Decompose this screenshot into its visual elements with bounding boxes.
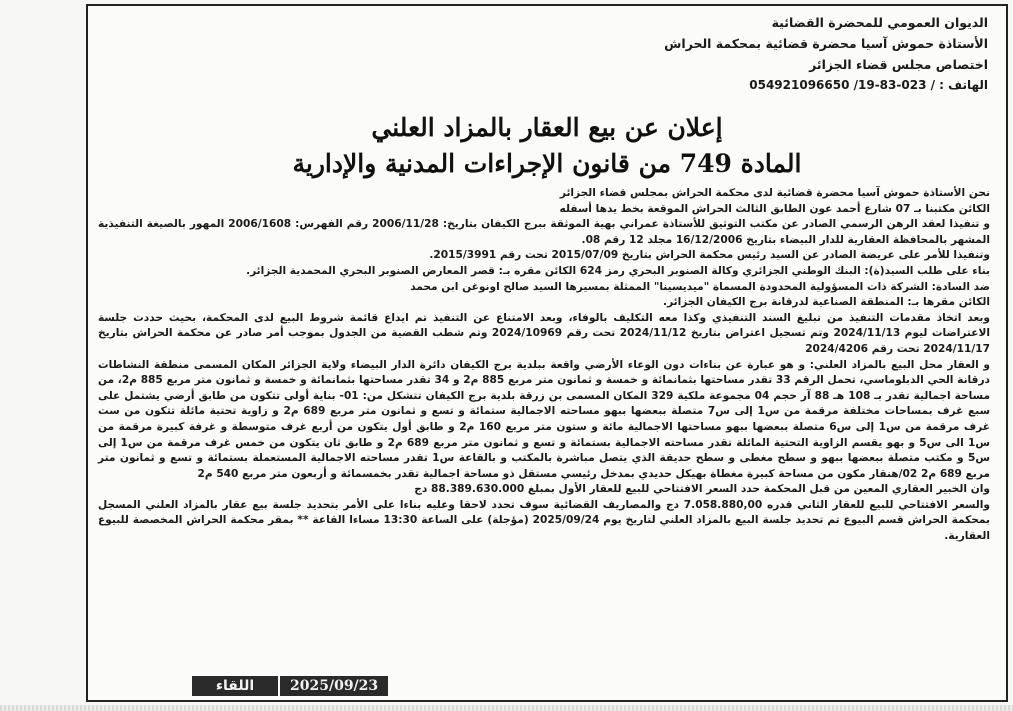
- paragraph: و تنفيذا لعقد الرهن الرسمي الصادر عن مكتب التوثيق للأستاذة عمراني بهية الموثقة ببرج الكيفان بتاريخ: 2006/11/28 رقم الفهرس: 2006/1608 المهور بالصيغة التنفيذية المشهر بالمحافظة العقارية للدار البيضاء بتاريخ 16/12/2006 مجلد 12 رقم 08.: [98, 218, 990, 246]
- phone-numbers: 054921096650 /19-83-023: [749, 78, 927, 92]
- newspaper-logo: اللقاء: [192, 676, 278, 696]
- phone-line: [468, 75, 988, 96]
- paragraph: ضد السادة: الشركة ذات المسؤولية المحدودة المسماة "ميديسينا" الممثلة بمسيرها السيد صالح اونوغن ابن محمد: [410, 280, 990, 293]
- jurisdiction: اختصاص مجلس قضاء الجزائر: [809, 57, 988, 72]
- title-line-1: إعلان عن بيع العقار بالمزاد العلني: [371, 113, 723, 142]
- office-name: الديوان العمومي للمحضرة القضائية: [771, 15, 988, 30]
- publication-date: 2025/09/23: [280, 676, 388, 696]
- notice-title: [88, 110, 1006, 182]
- notice-body: [98, 186, 990, 545]
- paragraph: الكائن مكتبنا بـ 07 شارع أحمد عون الطابق الثالث الحراش الموقعة بخط يدها أسفله: [559, 202, 990, 215]
- phone-label: الهاتف : /: [930, 78, 988, 92]
- notice-frame: [86, 4, 1008, 702]
- paragraph: الكائن مقرها بـ: المنطقة الصناعية لدرقانة برج الكيفان الجزائر.: [663, 296, 990, 309]
- bailiff-name: الأستاذة حموش آسيا محضرة قضائية بمحكمة الحراش: [664, 36, 988, 51]
- title-line-2: المادة 749 من قانون الإجراءات المدنية والإدارية: [292, 149, 802, 178]
- paragraph: وان الخبير العقاري المعين من قبل المحكمة حدد السعر الافتتاحي للبيع للعقار الأول بمبلغ 88.389.630.000 دج: [414, 483, 990, 496]
- paragraph: وبعد اتخاذ مقدمات التنفيذ من تبليغ السند التنفيذي وكذا معه التكليف بالوفاء، وبعد الامتناع عن التنفيذ تم ايداع قائمة شروط البيع لدى المحكمة، بحيث حددت جلسة الاعتراضات ليوم 2024/11/13 وتم تسجيل اعتراض بتاريخ 2024/11/12 تحت رقم 2024/10969 وتم شطب القضية من الجدول بموجب أمر صادر عن محكمة الحراش بتاريخ 2024/11/17 تحت رقم 2024/4206: [98, 311, 991, 355]
- paragraph: نحن الأستاذة حموش آسيا محضرة قضائية لدى محكمة الحراش بمجلس قضاء الجزائر: [559, 187, 990, 199]
- bailiff-header: [468, 12, 988, 96]
- paragraph: وتنفيذا للأمر على عريضة الصادر عن السيد رئيس محكمة الحراش بتاريخ 2015/07/09 تحت رقم 2015/3991.: [429, 249, 990, 262]
- paragraph: و العقار محل البيع بالمزاد العلني: و هو عبارة عن بناءات دون الوعاء الأرضي واقعة ببلدية برج الكيفان دائرة الدار البيضاء ولاية الجزائر المكان المسمى منطقة النشاطات درقانة الحي الدبلوماسي، تحمل الرقم 33 تقدر مساحتها بثمانمائة و خمسة و ثمانون متر مربع 885 م2 و 34 تقدر مساحتها بثمانمائة و خمسة و ثمانون متر مربع 885 م2، من مساحة اجمالية تقدر بـ 108 هـ 88 آر حجم 04 مجموعة ملكية 329 المكان المسمى بن زرقة بلدية برج الكيفان تتشكل من: 01- بناية أولى تتكون من طابق أرضي يشتمل على سبع غرف بمساحات مختلفة مرقمة من س1 إلى س7 متصلة ببعضها ببهو مساحته الاجمالية ستمائة و تسع و ثمانون متر مربع 689 م2 و زاوية تحتية مائلة تتكون من ست غرف مرقمة من س1 إلى س6 متصلة ببعضها ببهو مساحتها الاجمالية مائة و ستون متر مربع 160 م2 و طابق أول يتكون من أربع غرف متوسطة و غرفة كبيرة مرقمة من س1 الى س5 و بهو يقسم الزاوية التحتية المائلة تقدر مساحته الاجمالية بستمائة و تسع و ثمانون متر مربع 689 م2 و طابق ثان يتكون من خمس غرف مرقمة من س1 إلى س5 و مكتب متصلة ببعضها ببهو و سطح مغطى و سطح حديقة الذي يتصل مباشرة بالمكتب و بالقاعة س1 تقدر مساحته الاجمالية المستعملة بستمائة و تسع و ثمانون متر مربع 689 م2 02/هنقار مكون من مساحة كبيرة مغطاة بهيكل حديدي بمدخل رئيسي مستقل ذو مساحة اجمالية تقدر بخمسمائة و أربعون متر مربع 540 م2: [98, 358, 991, 480]
- paragraph: بناء على طلب السيد(ة): البنك الوطني الجزائري وكالة الصنوبر البحري رمز 624 الكائن مقره بـ: قصر المعارض الصنوبر البحري المحمدية الجزائر.: [246, 264, 990, 277]
- scan-edge: [0, 705, 1013, 711]
- paragraph: والسعر الافتتاحي للبيع للعقار الثاني قدره 7.058.880,00 دج والمصاريف القضائية سوف تحدد لاحقا وعليه بناءا على الأمر بتحديد جلسة بيع عقار بالمزاد العلني المسجل بمحكمة الحراش قسم البيوع تم تحديد جلسة البيع بالمزاد العلني لتاريخ يوم 2025/09/24 (مؤجلة) على الساعة 13:30 مساءا القاعة ** بمقر محكمة الحراش المخصصة للبيوع العقارية.: [98, 498, 991, 543]
